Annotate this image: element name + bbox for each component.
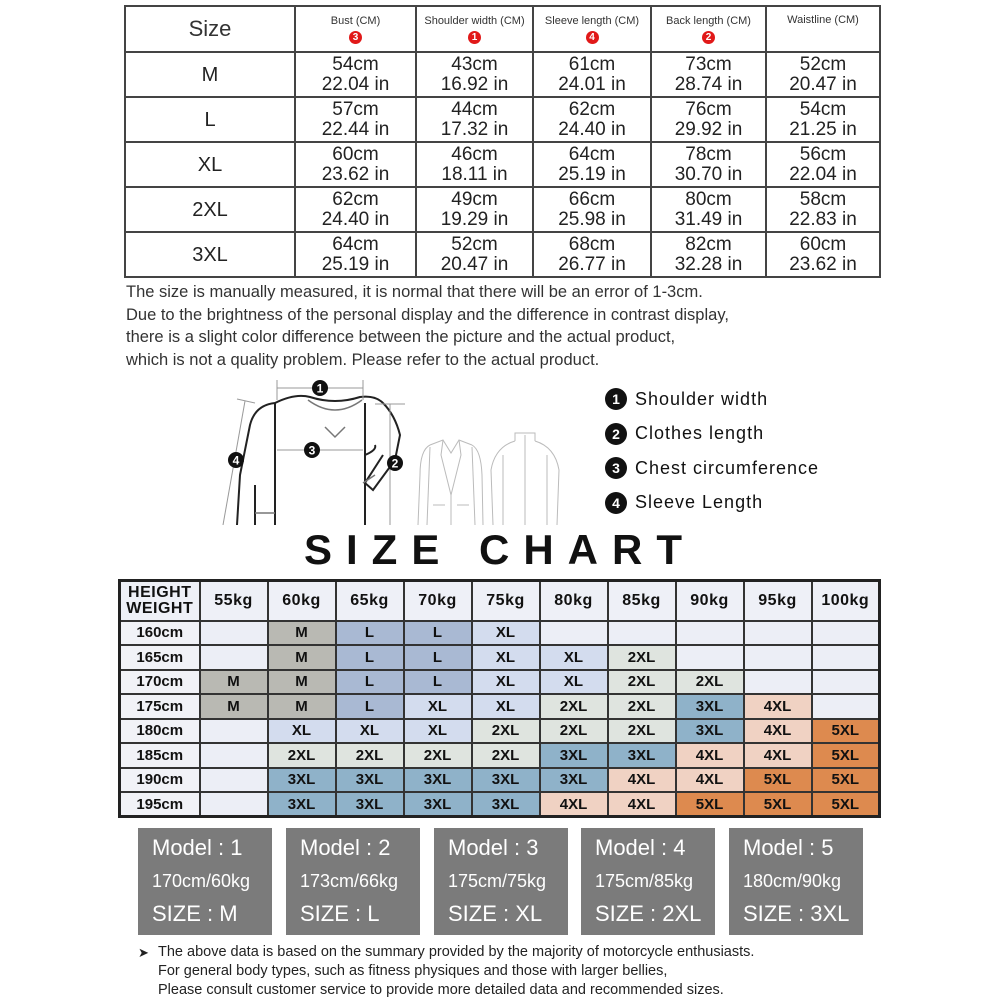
size-recommendation-cell: XL xyxy=(404,719,472,744)
height-weight-corner-label xyxy=(120,581,200,621)
weight-column-header: 75kg xyxy=(472,581,540,621)
number-badge-icon: 3 xyxy=(349,31,362,44)
model-title: Model : 4 xyxy=(595,835,686,860)
cm-value: 43cm xyxy=(451,53,498,75)
cm-value: 66cm xyxy=(568,188,616,210)
cm-value: 62cm xyxy=(568,98,616,120)
size-recommendation-cell: XL xyxy=(472,694,540,719)
size-recommendation-cell xyxy=(200,768,268,793)
model-height-weight: 175cm/75kg xyxy=(448,871,547,891)
weight-column-header: 85kg xyxy=(608,581,676,621)
legend-label: Shoulder width xyxy=(635,388,769,409)
inch-value: 24.01 in xyxy=(558,73,626,95)
column-label: Sleeve length (CM) xyxy=(544,15,640,27)
measurement-cell xyxy=(651,97,766,142)
number-badge-icon: 3 xyxy=(605,457,627,479)
diagram-markers xyxy=(228,380,403,471)
weight-column-header: 95kg xyxy=(744,581,812,621)
size-recommendation-cell: 3XL xyxy=(608,743,676,768)
model-card-3 xyxy=(434,828,568,935)
size-recommendation-cell xyxy=(744,645,812,670)
size-recommendation-cell: 2XL xyxy=(540,694,608,719)
size-recommendation-cell xyxy=(540,621,608,646)
height-label: 170cm xyxy=(120,670,200,695)
column-label: Waistline (CM) xyxy=(787,14,859,26)
size-recommendation-cell: L xyxy=(336,694,404,719)
size-recommendation-cell: M xyxy=(268,670,336,695)
size-recommendation-cell: 3XL xyxy=(676,694,744,719)
measurement-cell xyxy=(416,232,533,277)
size-recommendation-cell: 3XL xyxy=(336,792,404,817)
measurement-cell xyxy=(533,142,651,187)
size-recommendation-cell xyxy=(676,621,744,646)
note-line: which is not a quality problem. Please refer to the actual product. xyxy=(126,350,600,369)
weight-column-header: 80kg xyxy=(540,581,608,621)
measurement-cell xyxy=(766,232,880,277)
height-label: 165cm xyxy=(120,645,200,670)
measurement-cell xyxy=(651,52,766,97)
size-recommendation-cell: 5XL xyxy=(812,768,880,793)
size-recommendation-cell: M xyxy=(268,621,336,646)
svg-text:1: 1 xyxy=(316,381,324,396)
legend-item-shoulder-width xyxy=(605,382,819,417)
footer-line: For general body types, such as fitness physiques and those with larger bellies, xyxy=(158,963,668,979)
size-recommendation-cell xyxy=(200,645,268,670)
inch-value: 24.40 in xyxy=(558,118,626,140)
model-card-1 xyxy=(138,828,272,935)
inch-value: 31.49 in xyxy=(674,208,743,230)
weight-column-header: 60kg xyxy=(268,581,336,621)
measurement-row xyxy=(125,97,880,142)
size-label: 2XL xyxy=(125,187,295,232)
number-badge-icon: 1 xyxy=(468,31,481,44)
model-height-weight: 170cm/60kg xyxy=(152,871,251,891)
model-size: SIZE : XL xyxy=(448,901,543,926)
note-line: The size is manually measured, it is normal that there will be an error of 1-3cm. xyxy=(126,283,703,301)
sleeve-length-column-header xyxy=(533,6,651,52)
size-recommendation-cell: 2XL xyxy=(608,645,676,670)
size-recommendation-cell xyxy=(744,670,812,695)
inch-value: 19.29 in xyxy=(440,208,509,230)
size-label: 3XL xyxy=(125,232,295,277)
size-recommendation-cell: XL xyxy=(472,670,540,695)
inch-value: 22.04 in xyxy=(321,73,390,95)
cm-value: 58cm xyxy=(799,188,847,210)
inch-value: 25.98 in xyxy=(558,208,626,230)
inch-value: 24.40 in xyxy=(321,208,390,230)
cm-value: 82cm xyxy=(685,233,732,255)
size-chart-title: SIZE CHART xyxy=(304,526,696,573)
measurement-cell xyxy=(416,97,533,142)
size-recommendation-cell: M xyxy=(268,645,336,670)
model-size: SIZE : 2XL xyxy=(595,901,702,926)
legend-label: Clothes length xyxy=(635,423,765,444)
size-recommendation-cell xyxy=(744,621,812,646)
inch-value: 18.11 in xyxy=(441,163,508,185)
svg-text:2: 2 xyxy=(391,456,399,471)
inch-value: 29.92 in xyxy=(674,118,743,140)
footer-line xyxy=(138,943,754,962)
model-size: SIZE : M xyxy=(152,901,238,926)
cm-value: 60cm xyxy=(799,233,847,255)
size-recommendation-cell: L xyxy=(404,670,472,695)
size-recommendation-cell: 5XL xyxy=(676,792,744,817)
size-recommendation-cell: L xyxy=(404,621,472,646)
size-recommendation-cell xyxy=(676,645,744,670)
number-badge-icon: 4 xyxy=(605,492,627,514)
inch-value: 26.77 in xyxy=(558,253,626,275)
measurement-cell xyxy=(416,142,533,187)
cm-value: 52cm xyxy=(451,233,498,255)
size-recommendation-cell: 2XL xyxy=(676,670,744,695)
size-label: XL xyxy=(125,142,295,187)
size-recommendation-cell: XL xyxy=(472,645,540,670)
measurement-cell xyxy=(651,187,766,232)
size-recommendation-cell xyxy=(200,719,268,744)
size-recommendation-cell: M xyxy=(200,694,268,719)
legend-item-sleeve-length xyxy=(605,486,819,521)
cm-value: 78cm xyxy=(685,143,732,165)
cm-value: 54cm xyxy=(332,53,379,75)
size-recommendation-cell: 3XL xyxy=(268,792,336,817)
measurement-row xyxy=(125,232,880,277)
size-recommendation-cell: 3XL xyxy=(540,743,608,768)
cm-value: 49cm xyxy=(451,188,498,210)
size-recommendation-cell: 2XL xyxy=(608,694,676,719)
legend-label: Chest circumference xyxy=(635,457,820,478)
measurement-cell xyxy=(766,187,880,232)
inch-value: 22.04 in xyxy=(789,163,857,185)
size-recommendation-cell: 3XL xyxy=(404,768,472,793)
height-row xyxy=(120,792,880,817)
size-recommendation-cell: 3XL xyxy=(404,792,472,817)
size-recommendation-cell: 5XL xyxy=(812,719,880,744)
inch-value: 25.19 in xyxy=(558,163,626,185)
size-recommendation-cell: 3XL xyxy=(472,768,540,793)
note-line: there is a slight color difference between the picture and the actual product, xyxy=(126,328,676,346)
measurement-row xyxy=(125,52,880,97)
size-recommendation-cell: 2XL xyxy=(404,743,472,768)
size-recommendation-cell: L xyxy=(404,645,472,670)
inch-value: 25.19 in xyxy=(321,253,390,275)
size-recommendation-cell xyxy=(200,792,268,817)
size-recommendation-cell: 3XL xyxy=(268,768,336,793)
size-recommendation-cell: 2XL xyxy=(608,670,676,695)
model-title: Model : 2 xyxy=(300,835,391,860)
inch-value: 28.74 in xyxy=(674,73,743,95)
sweater-illustration-icon xyxy=(215,375,575,525)
cm-value: 56cm xyxy=(799,143,847,165)
size-column-header: Size xyxy=(125,6,295,52)
size-recommendation-cell: 5XL xyxy=(812,743,880,768)
measurement-cell xyxy=(533,232,651,277)
size-recommendation-cell: 2XL xyxy=(540,719,608,744)
legend-item-chest-circumference xyxy=(605,451,819,486)
measurement-cell xyxy=(416,52,533,97)
svg-text:3: 3 xyxy=(308,443,316,458)
column-label: Bust (CM) xyxy=(330,15,381,27)
size-recommendation-cell xyxy=(812,670,880,695)
size-recommendation-cell: 2XL xyxy=(472,743,540,768)
model-card-5 xyxy=(729,828,863,935)
inch-value: 21.25 in xyxy=(789,118,857,140)
weight-column-header: 90kg xyxy=(676,581,744,621)
size-label: L xyxy=(125,97,295,142)
measurement-cell xyxy=(533,187,651,232)
model-title: Model : 1 xyxy=(152,835,243,860)
size-recommendation-cell: XL xyxy=(540,670,608,695)
height-weight-size-grid xyxy=(118,579,881,818)
note-line: Due to the brightness of the personal display and the difference in contrast display, xyxy=(126,305,729,324)
size-recommendation-cell: 5XL xyxy=(812,792,880,817)
size-recommendation-cell: L xyxy=(336,670,404,695)
weight-column-header: 65kg xyxy=(336,581,404,621)
height-row xyxy=(120,645,880,670)
measurement-cell xyxy=(295,142,416,187)
inch-value: 20.47 in xyxy=(789,73,857,95)
size-recommendation-cell: 4XL xyxy=(744,694,812,719)
measurement-cell xyxy=(533,97,651,142)
size-recommendation-cell: 5XL xyxy=(744,768,812,793)
size-recommendation-cell: L xyxy=(336,645,404,670)
height-row xyxy=(120,694,880,719)
model-title: Model : 5 xyxy=(743,835,834,860)
model-height-weight: 180cm/90kg xyxy=(743,871,842,891)
cm-value: 68cm xyxy=(568,233,616,255)
size-recommendation-cell: 3XL xyxy=(472,792,540,817)
height-row xyxy=(120,719,880,744)
model-card-2 xyxy=(286,828,420,935)
column-label: Shoulder width (CM) xyxy=(424,15,525,27)
size-recommendation-cell: 3XL xyxy=(336,768,404,793)
size-recommendation-cell: 4XL xyxy=(744,743,812,768)
height-row xyxy=(120,670,880,695)
weight-column-header: 55kg xyxy=(200,581,268,621)
measurement-cell xyxy=(766,142,880,187)
number-badge-icon: 4 xyxy=(586,31,599,44)
cm-value: 54cm xyxy=(799,98,847,120)
inch-value: 30.70 in xyxy=(674,163,743,185)
size-recommendation-cell: M xyxy=(268,694,336,719)
size-recommendation-cell: M xyxy=(200,670,268,695)
size-recommendation-cell xyxy=(812,645,880,670)
size-recommendation-cell: 2XL xyxy=(268,743,336,768)
height-label: 185cm xyxy=(120,743,200,768)
inch-value: 22.44 in xyxy=(321,118,390,140)
size-recommendation-cell: 2XL xyxy=(336,743,404,768)
weight-header-row xyxy=(120,581,880,621)
cm-value: 76cm xyxy=(685,98,732,120)
measurement-cell xyxy=(651,142,766,187)
height-label: 175cm xyxy=(120,694,200,719)
size-recommendation-cell: 4XL xyxy=(608,768,676,793)
inch-value: 23.62 in xyxy=(321,163,390,185)
size-recommendation-cell: 2XL xyxy=(472,719,540,744)
size-recommendation-cell: 5XL xyxy=(744,792,812,817)
model-card-4 xyxy=(581,828,715,935)
size-recommendation-cell: 4XL xyxy=(676,743,744,768)
measurement-notes xyxy=(126,281,846,371)
corner-height-label: HEIGHT xyxy=(128,583,192,601)
size-recommendation-cell: 4XL xyxy=(540,792,608,817)
size-recommendation-cell xyxy=(812,694,880,719)
size-recommendation-cell: XL xyxy=(336,719,404,744)
size-recommendation-cell: 3XL xyxy=(540,768,608,793)
cm-value: 62cm xyxy=(332,188,379,210)
height-label: 180cm xyxy=(120,719,200,744)
measurement-cell xyxy=(295,187,416,232)
arrow-bullet-icon: ➤ xyxy=(138,945,149,960)
measurement-cell xyxy=(651,232,766,277)
measurement-cell xyxy=(295,52,416,97)
number-badge-icon: 1 xyxy=(605,388,627,410)
inch-value: 17.32 in xyxy=(440,118,509,140)
size-recommendation-cell: 2XL xyxy=(608,719,676,744)
cm-value: 64cm xyxy=(568,143,616,165)
legend-label: Sleeve Length xyxy=(635,492,764,513)
measurement-legend xyxy=(605,382,819,520)
number-badge-icon: 2 xyxy=(605,423,627,445)
cm-value: 57cm xyxy=(332,98,379,120)
cm-value: 44cm xyxy=(451,98,498,120)
model-reference-cards xyxy=(138,828,868,936)
measurement-cell xyxy=(533,52,651,97)
model-height-weight: 173cm/66kg xyxy=(300,871,399,891)
size-recommendation-cell: XL xyxy=(472,621,540,646)
size-recommendation-cell xyxy=(200,743,268,768)
size-recommendation-cell xyxy=(608,621,676,646)
height-row xyxy=(120,768,880,793)
inch-value: 23.62 in xyxy=(789,253,857,275)
svg-text:4: 4 xyxy=(232,453,240,468)
height-label: 190cm xyxy=(120,768,200,793)
size-recommendation-cell: L xyxy=(336,621,404,646)
shoulder-width-column-header xyxy=(416,6,533,52)
cm-value: 60cm xyxy=(332,143,379,165)
size-recommendation-cell xyxy=(200,621,268,646)
height-label: 160cm xyxy=(120,621,200,646)
size-recommendation-cell: XL xyxy=(404,694,472,719)
cm-value: 61cm xyxy=(568,53,616,75)
size-recommendation-cell: 4XL xyxy=(676,768,744,793)
height-label: 195cm xyxy=(120,792,200,817)
height-row xyxy=(120,743,880,768)
weight-column-header: 100kg xyxy=(812,581,880,621)
bust-column-header xyxy=(295,6,416,52)
measurement-cell xyxy=(416,187,533,232)
weight-column-header: 70kg xyxy=(404,581,472,621)
height-row xyxy=(120,621,880,646)
waistline-column-header xyxy=(766,6,880,52)
model-height-weight: 175cm/85kg xyxy=(595,871,694,891)
legend-item-clothes-length xyxy=(605,417,819,452)
measurement-cell xyxy=(766,97,880,142)
measurement-header-row xyxy=(125,6,880,52)
model-size: SIZE : L xyxy=(300,901,380,926)
column-label: Back length (CM) xyxy=(666,15,751,27)
size-recommendation-cell: XL xyxy=(268,719,336,744)
size-recommendation-cell: XL xyxy=(540,645,608,670)
footer-notes xyxy=(138,943,754,1000)
model-size: SIZE : 3XL xyxy=(743,901,850,926)
inch-value: 32.28 in xyxy=(674,253,743,275)
size-recommendation-cell: 4XL xyxy=(744,719,812,744)
number-badge-icon: 2 xyxy=(702,31,715,44)
model-title: Model : 3 xyxy=(448,835,539,860)
inch-value: 16.92 in xyxy=(440,73,509,95)
corner-weight-label: WEIGHT xyxy=(126,599,194,617)
cm-value: 73cm xyxy=(685,53,732,75)
cm-value: 52cm xyxy=(799,53,847,75)
measurement-cell xyxy=(766,52,880,97)
footer-line: Please consult customer service to provide more detailed data and recommended sizes. xyxy=(158,982,724,998)
size-recommendation-cell xyxy=(812,621,880,646)
footer-text: The above data is based on the summary provided by the majority of motorcycle enthusiasts. xyxy=(158,944,755,960)
cm-value: 46cm xyxy=(451,143,498,165)
measurement-row xyxy=(125,142,880,187)
back-length-column-header xyxy=(651,6,766,52)
measurement-row xyxy=(125,187,880,232)
measurement-table xyxy=(124,5,881,278)
measurement-cell xyxy=(295,97,416,142)
inch-value: 20.47 in xyxy=(440,253,509,275)
size-recommendation-cell: 3XL xyxy=(676,719,744,744)
size-label: M xyxy=(125,52,295,97)
cm-value: 80cm xyxy=(685,188,732,210)
size-recommendation-cell: 4XL xyxy=(608,792,676,817)
measurement-cell xyxy=(295,232,416,277)
inch-value: 22.83 in xyxy=(789,208,857,230)
cm-value: 64cm xyxy=(332,233,379,255)
garment-measurement-diagram xyxy=(215,375,575,525)
